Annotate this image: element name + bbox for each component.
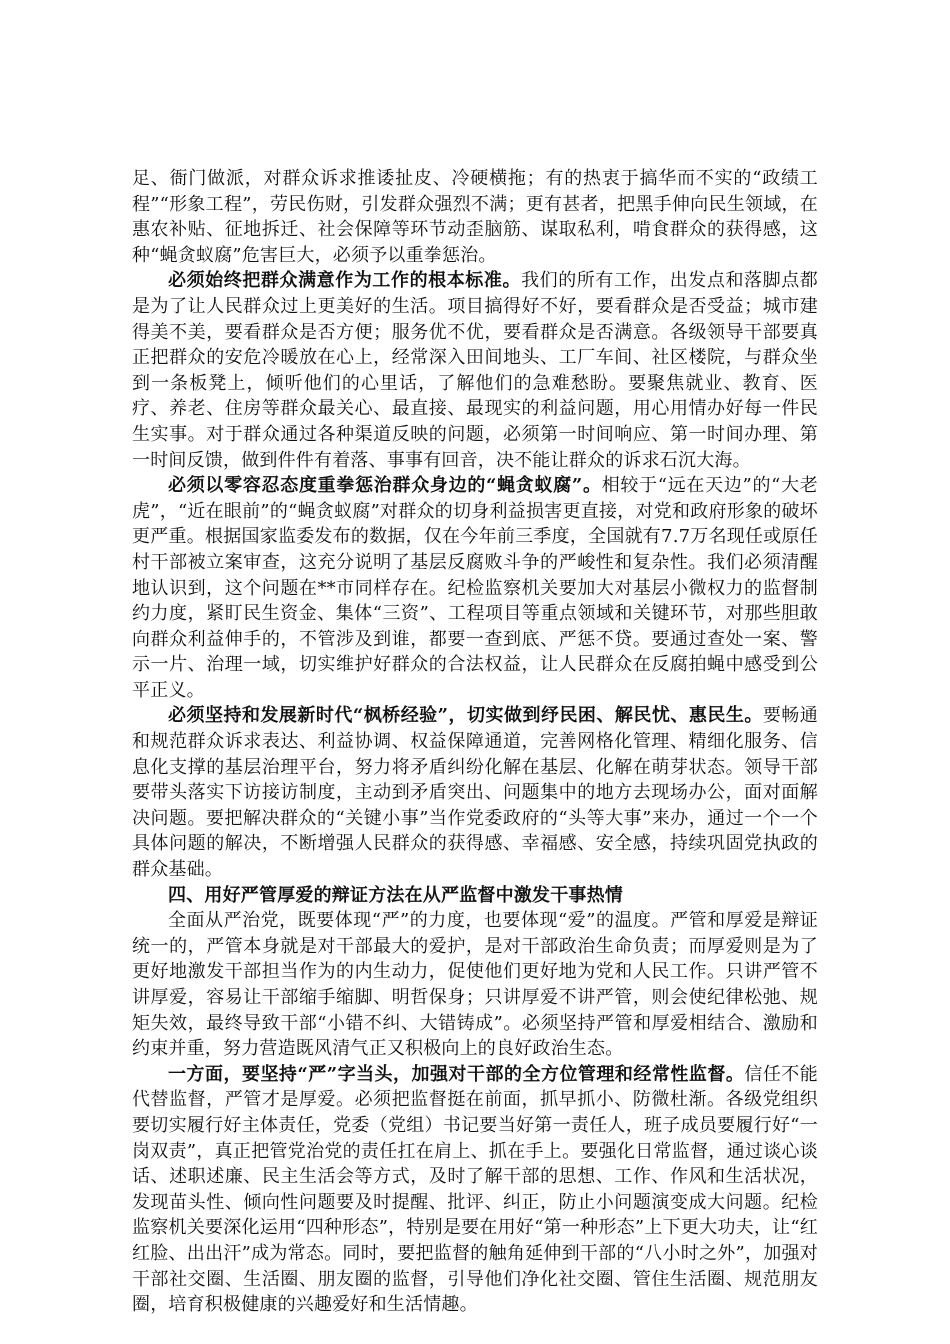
paragraph-lead: 必须始终把群众满意作为工作的根本标准。: [168, 270, 522, 292]
paragraph-text: 相较于“远在天边”的“大老虎”，“近在眼前”的“蝇贪蚁腐”对群众的切身利益损害更直接，对党和政府形象的破坏更严重。根据国家监委发布的数据，仅在今年前三季度，全国就有7.7万名现任或原任村干部被立案审查，这充分说明了基层反腐败斗争的严峻性和复杂性。我们必须清醒地认识到，这个问题在**市同样存在。纪检监察机关要加大对基层小微权力的监督制约力度，紧盯民生资金、集体“三资”、工程项目等重点领域和关键环节，对那些胆敢向群众利益伸手的，不管涉及到谁，都要一查到底、严惩不贷。要通过查处一案、警示一片、治理一域，切实维护好群众的合法权益，让人民群众在反腐拍蝇中感受到公平正义。: [132, 475, 818, 701]
paragraph-lead: 一方面，要坚持“严”字当头，加强对干部的全方位管理和经常性监督。: [168, 1063, 745, 1085]
paragraph-text: 要畅通和规范群众诉求表达、利益协调、权益保障通道，完善网格化管理、精细化服务、信息化支撑的基层治理平台，努力将矛盾纠纷化解在基层、化解在萌芽状态。领导干部要带头落实下访接访制度，主动到矛盾突出、问题集中的地方去现场办公，面对面解决问题。要把解决群众的“关键小事”当作党委政府的“头等大事”来办，通过一个一个具体问题的解决，不断增强人民群众的获得感、幸福感、安全感，持续巩固党执政的群众基础。: [132, 705, 818, 881]
paragraph-text: 信任不能代替监督，严管才是厚爱。必须把监督挺在前面，抓早抓小、防微杜渐。各级党组织要切实履行好主体责任，党委（党组）书记要当好第一责任人，班子成员要履行好“一岗双责”，真正把管党治党的责任扛在肩上、抓在手上。要强化日常监督，通过谈心谈话、述职述廉、民主生活会等方式，及时了解干部的思想、工作、作风和生活状况，发现苗头性、倾向性问题要及时提醒、批评、纠正，防止小问题演变成大问题。纪检监察机关要深化运用“四种形态”，特别是要在用好“第一种形态”上下更大功夫，让“红红脸、出出汗”成为常态。同时，要把监督的触角延伸到干部的“八小时之外”，加强对干部社交圈、生活圈、朋友圈的监督，引导他们净化社交圈、管住生活圈、规范朋友圈，培育积极健康的兴趣爱好和生活情趣。: [132, 1063, 818, 1316]
paragraph-continuation: [132, 166, 818, 268]
paragraph-lead: 必须以零容忍态度重拳惩治群众身边的“蝇贪蚁腐”。: [168, 475, 602, 497]
paragraph-text: 全面从严治党，既要体现“严”的力度，也要体现“爱”的温度。严管和厚爱是辩证统一的，严管本身就是对干部最大的爱护，是对干部政治生命负责；而厚爱则是为了更好地激发干部担当作为的内生动力，促使他们更好地为党和人民工作。只讲严管不讲厚爱，容易让干部缩手缩脚、明哲保身；只讲厚爱不讲严管，则会使纪律松弛、规矩失效，最终导致干部“小错不纠、大错铸成”。必须坚持严管和厚爱相结合、激励和约束并重，努力营造既风清气正又积极向上的良好政治生态。: [132, 910, 818, 1060]
document-page: [132, 166, 818, 1318]
paragraph-text: 足、衙门做派，对群众诉求推诿扯皮、冷硬横拖；有的热衷于搞华而不实的“政绩工程”“形象工程”，劳民伤财，引发群众强烈不满；更有甚者，把黑手伸向民生领域，在惠农补贴、征地拆迁、社会保障等环节动歪脑筋、谋取私利，啃食群众的获得感，这种“蝇贪蚁腐”危害巨大，必须予以重拳惩治。: [132, 168, 818, 266]
section-heading: 四、用好严管厚爱的辩证方法在从严监督中激发干事热情: [168, 884, 623, 906]
paragraph-text: 我们的所有工作，出发点和落脚点都是为了让人民群众过上更美好的生活。项目搞得好不好，要看群众是否受益；城市建得美不美，要看群众是否方便；服务优不优，要看群众是否满意。各级领导干部要真正把群众的安危冷暖放在心上，经常深入田间地头、工厂车间、社区楼院，与群众坐到一条板凳上，倾听他们的心里话，了解他们的急难愁盼。要聚焦就业、教育、医疗、养老、住房等群众最关心、最直接、最现实的利益问题，用心用情办好每一件民生实事。对于群众通过各种渠道反映的问题，必须第一时间响应、第一时间办理、第一时间反馈，做到件件有着落、事事有回音，决不能让群众的诉求石沉大海。: [132, 270, 818, 471]
paragraph-fengqiao-experience: [132, 703, 818, 882]
paragraph-strict-supervision: [132, 1062, 818, 1318]
paragraph-lead: 必须坚持和发展新时代“枫桥经验”，切实做到纾民困、解民忧、惠民生。: [168, 705, 763, 727]
paragraph-mass-satisfaction: [132, 268, 818, 473]
paragraph-anti-corruption: [132, 473, 818, 703]
paragraph-strict-and-care: [132, 908, 818, 1062]
